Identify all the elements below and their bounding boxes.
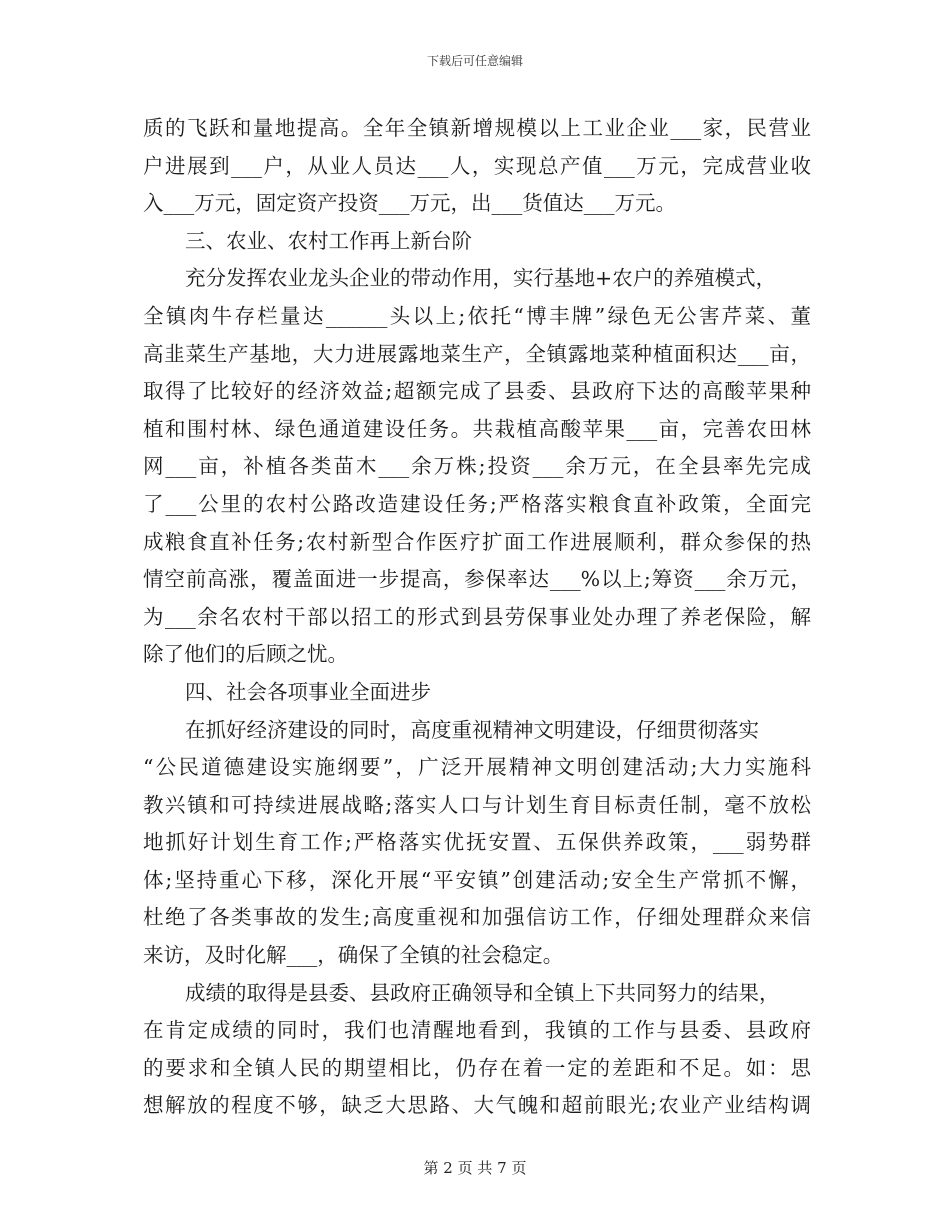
- text-line: 的要求和全镇人民的期望相比，仍存在着一定的差距和不足。如：思: [143, 1055, 811, 1080]
- text-line: 为___余名农村干部以招工的形式到县劳保事业处办理了养老保险，解: [143, 604, 811, 629]
- text-line: 地抓好计划生育工作;严格落实优抚安置、五保供养政策，___弱势群: [143, 830, 811, 855]
- text-line: 全镇肉牛存栏量达______头以上;依托“博丰牌”绿色无公害芹菜、董: [143, 303, 811, 328]
- text-line: 户进展到___户，从业人员达___人，实现总产值___万元，完成营业收: [143, 153, 811, 178]
- text-line: 成粮食直补任务;农村新型合作医疗扩面工作进展顺利，群众参保的热: [143, 529, 811, 554]
- text-line: 来访，及时化解___，确保了全镇的社会稳定。: [143, 943, 564, 968]
- text-line: 情空前高涨，覆盖面进一步提高，参保率达___%以上;筹资___余万元，: [143, 567, 811, 592]
- text-line: 入___万元，固定资产投资___万元，出___货值达___万元。: [143, 191, 676, 216]
- text-line: 杜绝了各类事故的发生;高度重视和加强信访工作，仔细处理群众来信: [143, 905, 811, 930]
- text-line: 植和围村林、绿色通道建设任务。共栽植高酸苹果___亩，完善农田林: [143, 416, 811, 441]
- text-line: 网___亩，补植各类苗木___余万株;投资___余万元，在全县率先完成: [143, 454, 811, 479]
- page-header: 下载后可任意编辑: [426, 54, 523, 68]
- text-line: 教兴镇和可持续进展战略;落实人口与计划生育目标责任制，毫不放松: [143, 792, 811, 817]
- text-line: 了___公里的农村公路改造建设任务;严格落实粮食直补政策，全面完: [143, 491, 811, 516]
- text-line: 成绩的取得是县委、县政府正确领导和全镇上下共同努力的结果，: [185, 980, 780, 1005]
- text-line: 充分发挥农业龙头企业的带动作用，实行基地+农户的养殖模式，: [185, 266, 777, 291]
- text-line: 在肯定成绩的同时，我们也清醒地看到，我镇的工作与县委、县政府: [143, 1018, 811, 1043]
- text-line: 取得了比较好的经济效益;超额完成了县委、县政府下达的高酸苹果种: [143, 379, 811, 404]
- text-line: 想解放的程度不够，缺乏大思路、大气魄和超前眼光;农业产业结构调: [143, 1093, 811, 1118]
- text-line: 体;坚持重心下移，深化开展“平安镇”创建活动;安全生产常抓不懈，: [143, 867, 811, 892]
- text-line: 高韭菜生产基地，大力进展露地菜生产，全镇露地菜种植面积达___亩，: [143, 341, 811, 366]
- section-heading: 三、农业、农村工作再上新台阶: [185, 228, 472, 253]
- text-line: 除了他们的后顾之忧。: [143, 642, 348, 667]
- text-line: “公民道德建设实施纲要”，广泛开展精神文明创建活动;大力实施科: [143, 755, 811, 780]
- section-heading: 四、社会各项事业全面进步: [185, 679, 431, 704]
- text-line: 在抓好经济建设的同时，高度重视精神文明建设，仔细贯彻落实: [185, 717, 759, 742]
- page-footer: 第 2 页 共 7 页: [423, 1159, 527, 1177]
- text-line: 质的飞跃和量地提高。全年全镇新增规模以上工业企业___家，民营业: [143, 116, 811, 140]
- document-body: [143, 110, 811, 1125]
